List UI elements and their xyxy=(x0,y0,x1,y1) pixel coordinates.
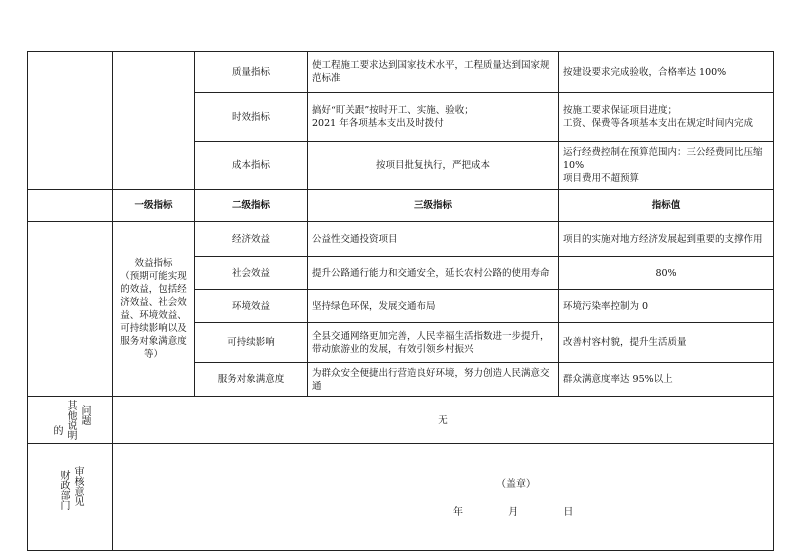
value-cell: 按施工要求保证项目进度； 工资、保费等各项基本支出在规定时间内完成 xyxy=(559,93,774,142)
value-cell: 80% xyxy=(559,257,774,290)
performance-target-table xyxy=(27,51,774,551)
finance-review-content xyxy=(113,444,774,551)
finance-review-row xyxy=(28,444,774,551)
level3-cell: 按项目批复执行，严把成本 xyxy=(308,142,559,190)
level3-cell: 全县交通网络更加完善，人民幸福生活指数进一步提升，带动旅游业的发展，有效引领乡村振兴 xyxy=(308,323,559,363)
other-notes-row xyxy=(28,397,774,444)
table-row xyxy=(28,222,774,257)
level3-cell: 坚持绿色环保，发展交通布局 xyxy=(308,290,559,323)
label-column: 其他说明 xyxy=(65,400,76,440)
value-cell: 项目的实施对地方经济发展起到重要的支撑作用 xyxy=(559,222,774,257)
blank-cell xyxy=(113,52,195,190)
blank-cell xyxy=(28,222,113,397)
value-cell: 运行经费控制在预算范围内：三公经费同比压缩 10% 项目费用不超预算 xyxy=(559,142,774,190)
level2-cell: 成本指标 xyxy=(195,142,308,190)
blank-cell xyxy=(28,52,113,190)
level2-cell: 时效指标 xyxy=(195,93,308,142)
other-notes-label xyxy=(28,397,113,444)
finance-review-label xyxy=(28,444,113,551)
label-column: 财政部门 xyxy=(58,470,69,510)
date-year: 年 xyxy=(453,507,463,518)
level2-cell: 社会效益 xyxy=(195,257,308,290)
value-cell: 按建设要求完成验收，合格率达 100% xyxy=(559,52,774,93)
level2-cell: 可持续影响 xyxy=(195,323,308,363)
level2-cell: 环境效益 xyxy=(195,290,308,323)
level3-cell: 公益性交通投资项目 xyxy=(308,222,559,257)
header-row xyxy=(28,190,774,222)
date-day: 日 xyxy=(563,507,574,518)
level2-cell: 经济效益 xyxy=(195,222,308,257)
header-level2: 二级指标 xyxy=(195,190,308,222)
header-level3: 三级指标 xyxy=(308,190,559,222)
value-cell: 群众满意度率达 95%以上 xyxy=(559,363,774,397)
value-cell: 改善村容村貌，提升生活质量 xyxy=(559,323,774,363)
value-cell: 环境污染率控制为 0 xyxy=(559,290,774,323)
label-column: 问题 xyxy=(79,405,90,425)
table-row xyxy=(28,52,774,93)
other-notes-content: 无 xyxy=(113,397,774,444)
level2-cell: 质量指标 xyxy=(195,52,308,93)
level3-cell: 使工程施工要求达到国家技术水平，工程质量达到国家规范标准 xyxy=(308,52,559,93)
label-column: 审核意见 xyxy=(72,466,83,506)
seal-label: （盖章） xyxy=(496,479,536,490)
level2-cell: 服务对象满意度 xyxy=(195,363,308,397)
header-level1: 一级指标 xyxy=(113,190,195,222)
blank-cell xyxy=(28,190,113,222)
level3-cell: 搞好“盯关跟”按时开工、实施、验收； 2021 年各项基本支出及时拨付 xyxy=(308,93,559,142)
date-month: 月 xyxy=(508,507,519,518)
level3-cell: 为群众安全便捷出行营造良好环境，努力创造人民满意交通 xyxy=(308,363,559,397)
date-line xyxy=(453,506,615,519)
label-column: 的 xyxy=(51,425,62,435)
header-value: 指标值 xyxy=(559,190,774,222)
benefit-level1-cell: 效益指标 （预期可能实现的效益，包括经济效益、社会效益、环境效益、可持续影响以及服务对象满意度等） xyxy=(113,222,195,397)
level3-cell: 提升公路通行能力和交通安全，延长农村公路的使用寿命 xyxy=(308,257,559,290)
